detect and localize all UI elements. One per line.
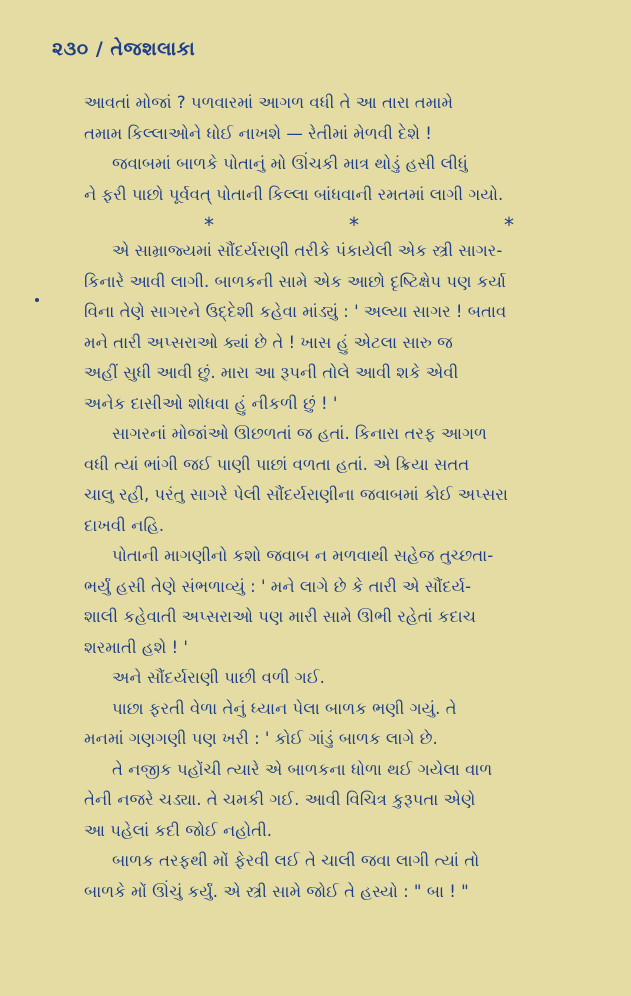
text-line: પાછા ફરતી વેળા તેનું ધ્યાન પેલા બાળક ભણી ગયું. તે [112,698,457,718]
text-line: અને સૌંદર્યરાણી પાછી વળી ગઈ. [112,668,325,687]
body-text [84,88,624,907]
text-line: આવતાં મોજાં ? પળવારમાં આગળ વધી તે આ તારા તમામે [84,93,454,112]
text-line: તેની નજરે ચડ્યા. તે ચમકી ગઈ. આવી વિચિત્ર કુરૂપતા એણે [84,790,476,809]
separator-asterisk: * [504,213,514,237]
text-line: જવાબમાં બાળકે પોતાનું મો ઊંચકી માત્ર થોડું હસી લીધું [112,154,468,173]
text-line: બાળકે મોં ઊંચું કર્યું. એ સ્ત્રી સામે જોઈ તે હસ્યો : " બા ! " [84,881,469,901]
text-line: વિના તેણે સાગરને ઉદ્દેશી કહેવા માંડ્યું : ' અલ્યા સાગર ! બતાવ [84,302,507,321]
section-separator [84,210,624,236]
text-line: બાળક તરફથી મોં ફેરવી લઈ તે ચાલી જવા લાગી ત્યાં તો [112,851,480,870]
page-header: ૨૩૦ / તેજશલાકા [52,38,196,60]
text-line: આ પહેલાં કદી જોઈ નહોતી. [84,820,273,840]
text-line: અહીં સુધી આવી છું. મારા આ રૂપની તોલે આવી શકે એવી [84,363,459,382]
text-line: તે નજીક પહોંચી ત્યારે એ બાળકના ધોળા થઈ ગયેલા વાળ [112,759,493,779]
margin-mark [35,298,39,302]
text-line: સાગરનાં મોજાંઓ ઊછળતાં જ હતાં. કિનારા તરફ આગળ [112,424,487,443]
text-line: પોતાની માગણીનો કશો જવાબ ન મળવાથી સહેજ તુચ્છતા- [112,546,494,565]
text-line: તમામ કિલ્લાઓને ધોઈ નાખશે — રેતીમાં મેળવી દેશે ! [84,123,432,143]
text-line: ચાલુ રહી, પરંતુ સાગરે પેલી સૌંદર્યરાણીના જવાબમાં કોઈ અપ્સરા [84,485,508,504]
text-line: મનમાં ગણગણી પણ ખરી : ' કોઈ ગાંડું બાળક લાગે છે. [84,729,438,748]
text-line: શાલી કહેવાતી અપ્સરાઓ પણ મારી સામે ઊભી રહેતાં કદાચ [84,607,476,626]
text-line: ભર્યું હસી તેણે સંભળાવ્યું : ' મને લાગે છે કે તારી એ સૌંદર્ય- [84,576,472,596]
text-line: મને તારી અપ્સરાઓ ક્યાં છે તે ! ખાસ હું એટલા સારુ જ [84,332,453,352]
text-line: કિનારે આવી લાગી. બાળકની સામે એક આછો દૃષ્ટિક્ષેપ પણ કર્યા [84,271,506,291]
text-line: દાખવી નહિ. [84,515,165,535]
separator-asterisk: * [349,213,359,237]
text-line: ને ફરી પાછો પૂર્વવત્ પોતાની કિલ્લા બાંધવાની રમતમાં લાગી ગયો. [84,184,504,204]
separator-asterisk: * [204,213,214,237]
text-line: એ સામ્રાજ્યમાં સૌંદર્યરાણી તરીકે પંકાયેલી એક સ્ત્રી સાગર- [112,241,503,260]
text-line: વધી ત્યાં ભાંગી જઈ પાણી પાછાં વળતા હતાં. એ ક્રિયા સતત [84,454,470,474]
text-line: શરમાતી હશે ! ' [84,637,188,657]
text-line: અનેક દાસીઓ શોધવા હું નીકળી છું ! ' [84,393,338,413]
